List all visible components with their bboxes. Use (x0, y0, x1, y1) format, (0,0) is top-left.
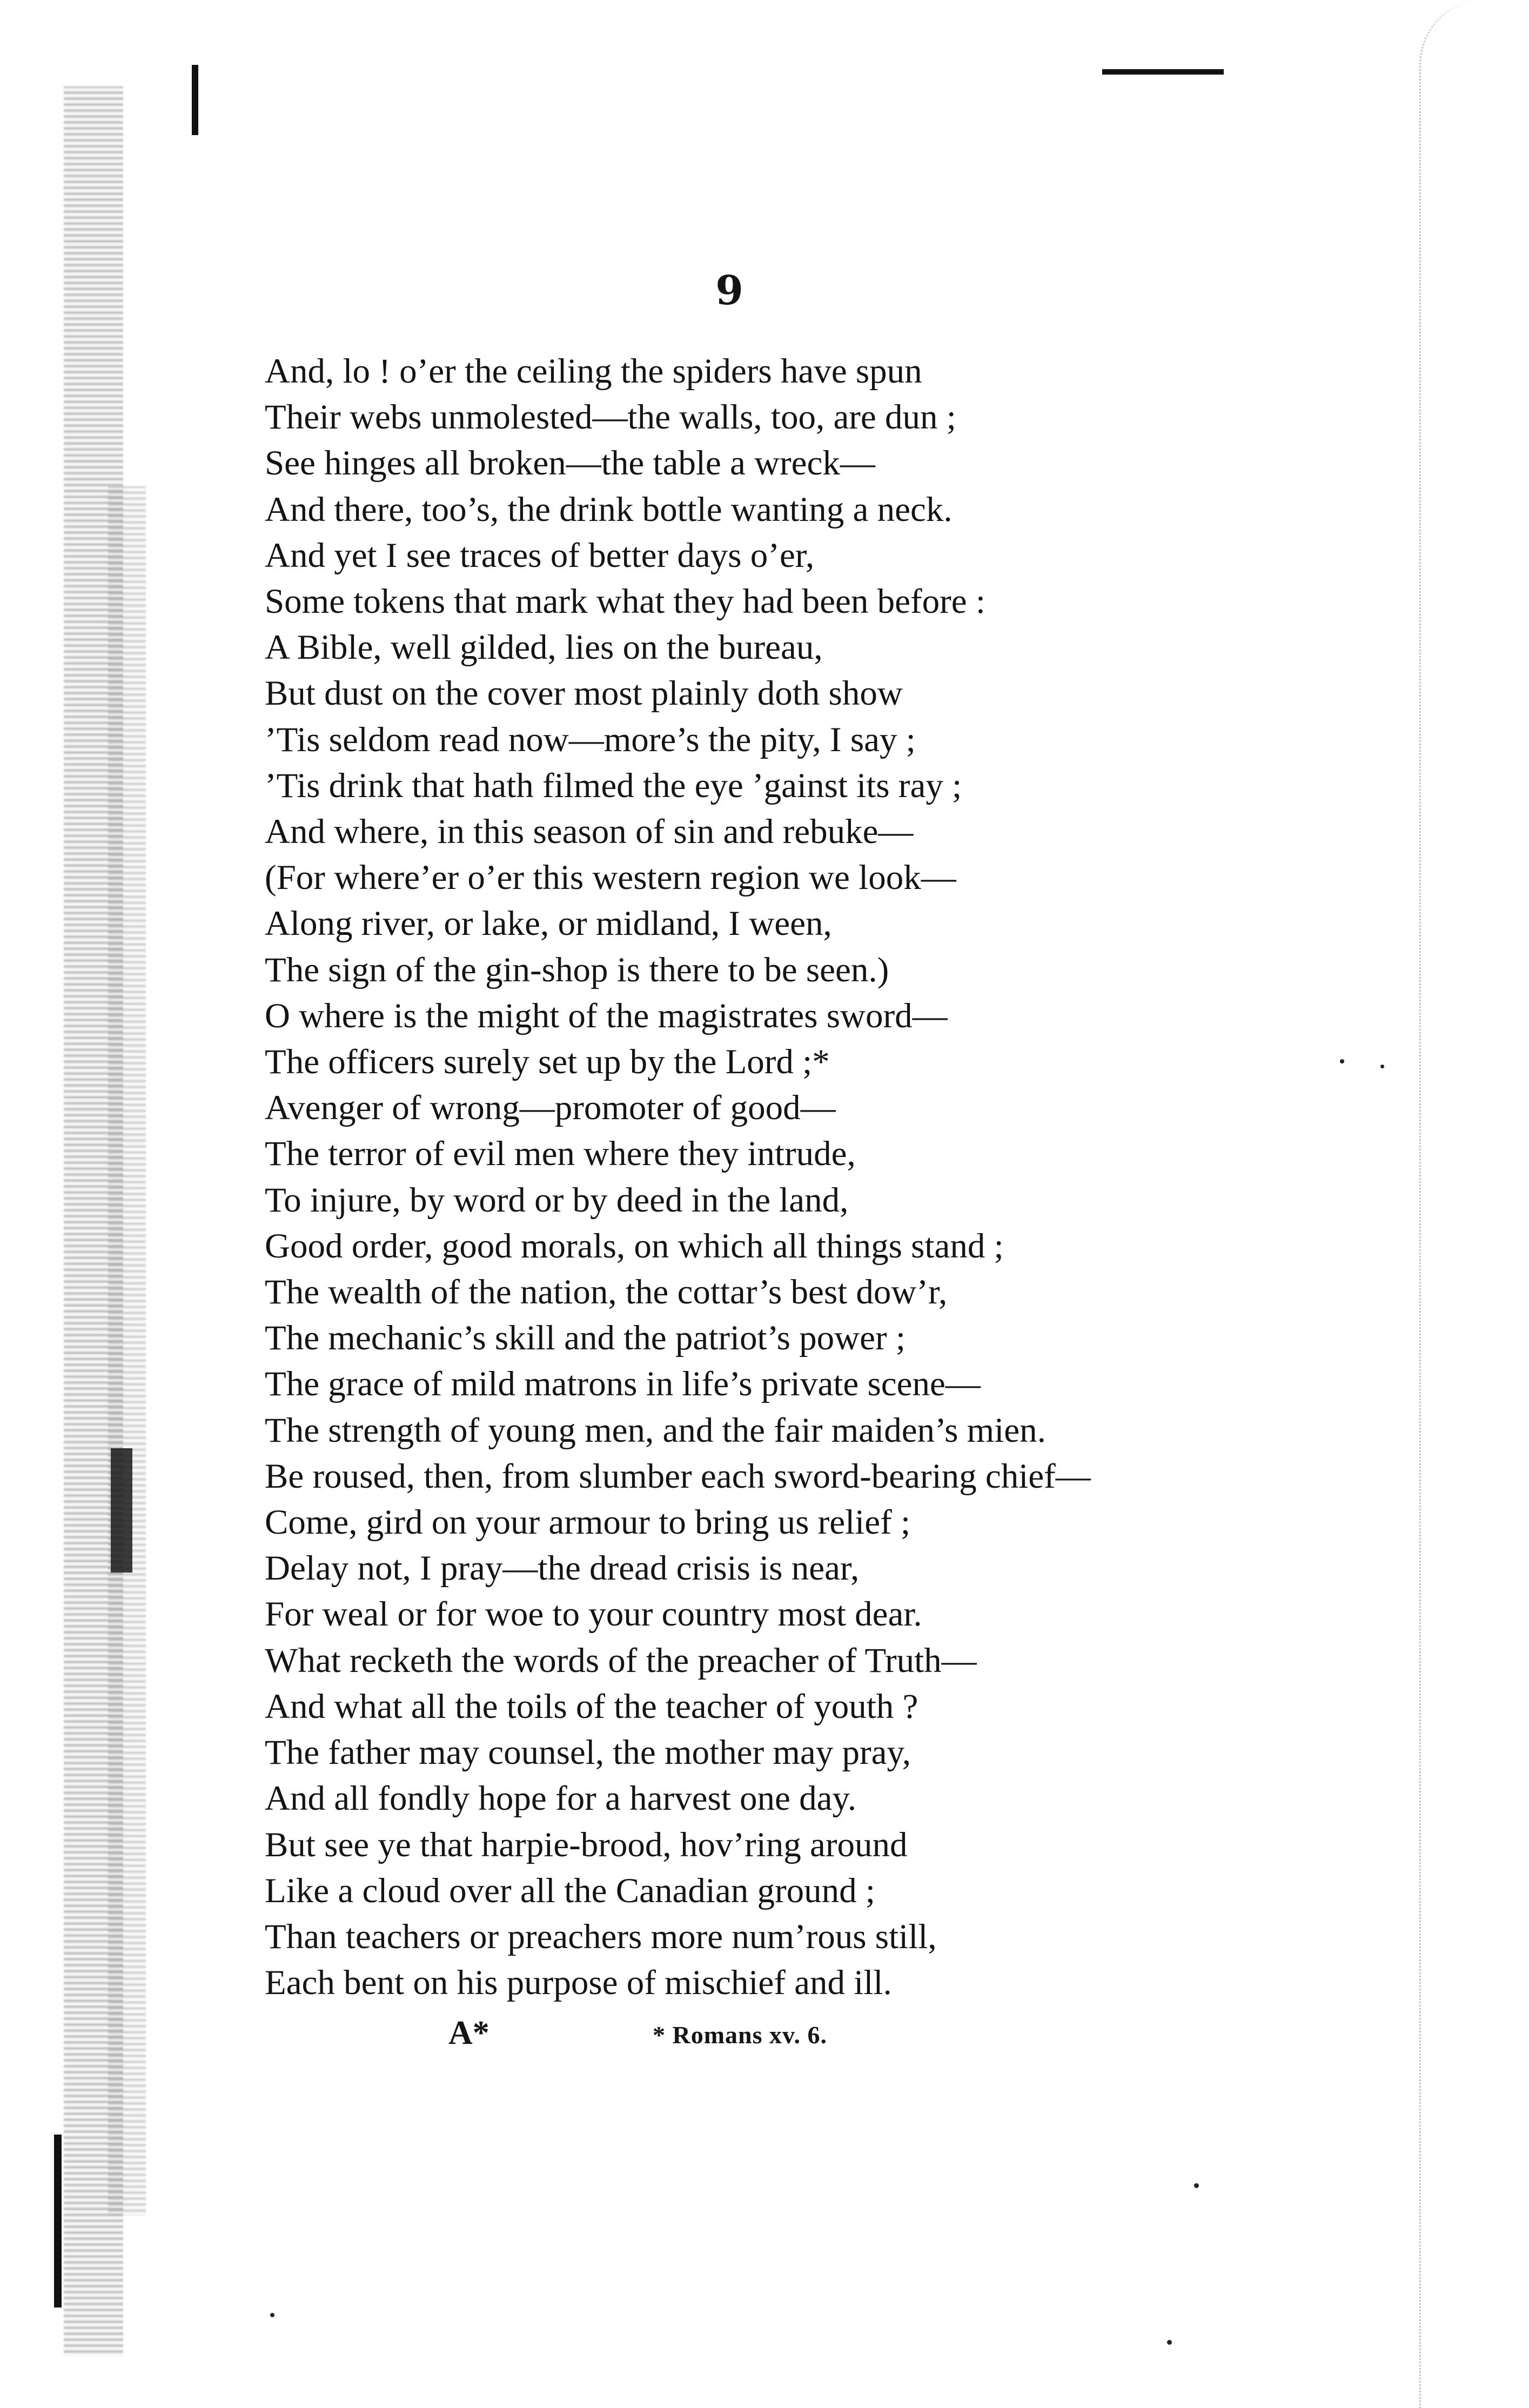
poem-line: Good order, good morals, on which all things stand ; (265, 1226, 1004, 1266)
poem-line: And there, too’s, the drink bottle wanting a neck. (265, 490, 953, 529)
poem-text (265, 349, 1497, 2006)
poem-line: For weal or for woe to your country most dear. (265, 1595, 922, 1634)
poem-line: ’Tis seldom read now—more’s the pity, I say ; (265, 720, 916, 759)
poem-line: And all fondly hope for a harvest one day. (265, 1779, 857, 1818)
poem-line: And, lo ! o’er the ceiling the spiders have spun (265, 352, 922, 391)
poem-line: The wealth of the nation, the cottar’s best dow’r, (265, 1273, 948, 1312)
poem-line: What recketh the words of the preacher of Truth— (265, 1641, 977, 1680)
poem-line: The father may counsel, the mother may pray, (265, 1733, 911, 1772)
poem-line: The mechanic’s skill and the patriot’s power ; (265, 1319, 906, 1358)
ink-speck (1194, 2183, 1199, 2188)
page-number: 9 (715, 267, 743, 314)
poem-line: Their webs unmolested—the walls, too, are dun ; (265, 398, 956, 437)
ink-speck (1167, 2340, 1172, 2345)
poem-line: Avenger of wrong—promoter of good— (265, 1088, 836, 1128)
poem-line: Each bent on his purpose of mischief and ill. (265, 1963, 892, 2003)
poem-line: O where is the might of the magistrates sword— (265, 996, 948, 1035)
poem-line: Than teachers or preachers more num’rous still, (265, 1917, 937, 1956)
poem-line: ’Tis drink that hath filmed the eye ’gainst its ray ; (265, 766, 962, 805)
poem-line: (For where’er o’er this western region we look— (265, 858, 956, 898)
page-footer (448, 2011, 935, 2055)
poem-line: The strength of young men, and the fair maiden’s mien. (265, 1410, 1046, 1450)
poem-line: But dust on the cover most plainly doth show (265, 674, 903, 713)
poem-line: See hinges all broken—the table a wreck— (265, 444, 875, 483)
poem-line: The sign of the gin-shop is there to be seen.) (265, 950, 889, 989)
binding-edge-mark (54, 2135, 62, 2307)
poem-line: Like a cloud over all the Canadian ground ; (265, 1871, 875, 1910)
binding-edge-mark-top (192, 65, 198, 135)
ink-speck (270, 2313, 274, 2317)
footnote: * Romans xv. 6. (653, 2021, 827, 2049)
poem-line: Along river, or lake, or midland, I ween, (265, 904, 832, 944)
poem-line: And yet I see traces of better days o’er, (265, 536, 815, 575)
poem-line: Come, gird on your armour to bring us relief ; (265, 1503, 911, 1542)
poem-line: Delay not, I pray—the dread crisis is near, (265, 1549, 860, 1588)
binding-shadow-inner (108, 486, 146, 2216)
poem-line: And where, in this season of sin and rebuke— (265, 812, 914, 852)
poem-line: But see ye that harpie-brood, hov’ring around (265, 1825, 908, 1864)
top-rule-mark (1102, 69, 1224, 75)
poem-line: To injure, by word or by deed in the land, (265, 1180, 849, 1220)
binding-ink-blot (111, 1448, 132, 1573)
poem-line: Be roused, then, from slumber each sword-bearing chief— (265, 1456, 1091, 1496)
poem-line: The terror of evil men where they intrude, (265, 1134, 856, 1174)
poem-line: Some tokens that mark what they had been before : (265, 582, 985, 621)
signature-mark: A* (448, 2015, 489, 2051)
poem-line: The grace of mild matrons in life’s private scene— (265, 1364, 981, 1404)
poem-line: And what all the toils of the teacher of youth ? (265, 1687, 918, 1726)
poem-line: A Bible, well gilded, lies on the bureau, (265, 628, 823, 667)
poem-line: The officers surely set up by the Lord ;* (265, 1042, 830, 1082)
